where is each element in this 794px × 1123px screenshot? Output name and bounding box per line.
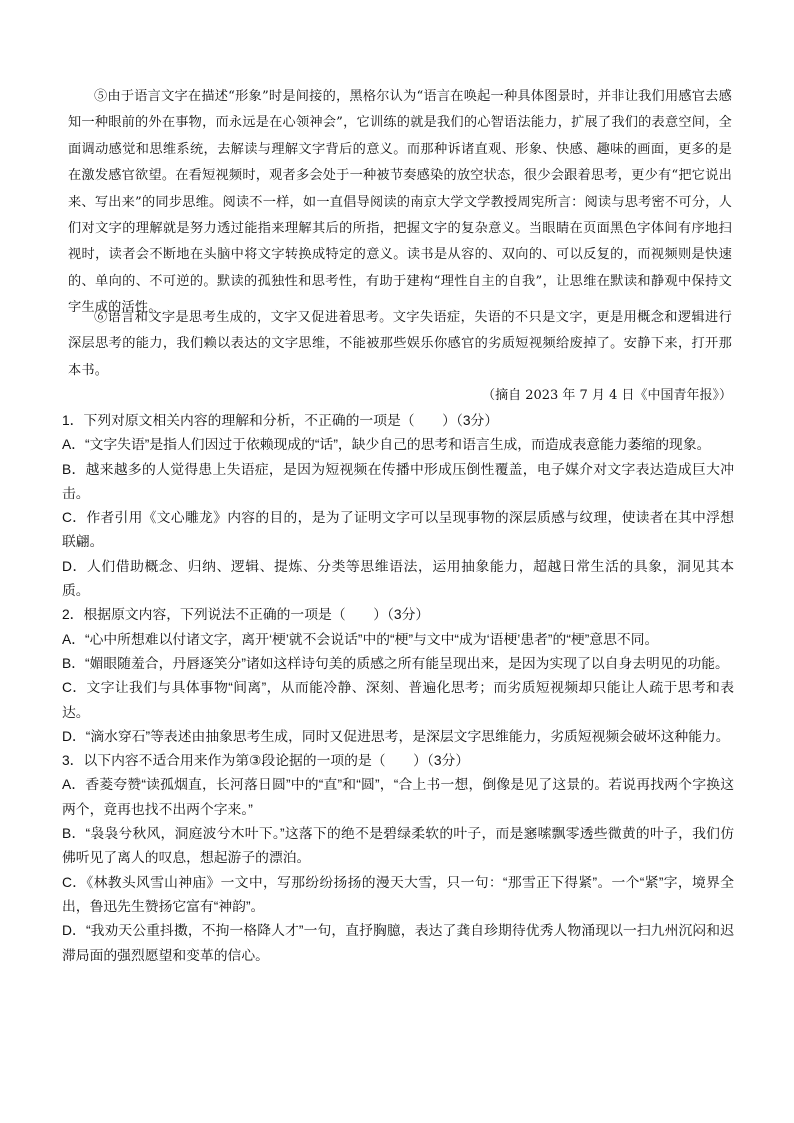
question-1 <box>62 409 734 603</box>
option-d: D．“我劝天公重抖擞，不拘一格降人才”一句，直抒胸臆，表达了龚自珍期待优秀人物涌现以一扫九州沉闷和迟滞局面的强烈愿望和变革的信心。 <box>62 923 734 963</box>
option-c: C．《林教头风雪山神庙》一文中，写那纷纷扬扬的漫天大雪，只一句：“那雪正下得紧”。一个“紧”字，境界全出，鲁迅先生赞扬它富有“神韵”。 <box>62 874 734 914</box>
option-b: B．“媚眼随羞合，丹唇逐笑分”诸如这样诗句美的质感之所有能呈现出来，是因为实现了以自身去明见的功能。 <box>62 655 729 671</box>
passage-paragraph-6: ⑥语言和文字是思考生成的，文字又促进着思考。文字失语症，失语的不只是文字，更是用概念和逻辑进行深层思考的能力，我们赖以表达的文字思维，不能被那些娱乐你感官的劣质短视频给废掉了。安静下来，打开那本书。 <box>68 310 732 378</box>
option-b: B．越来越多的人觉得患上失语症，是因为短视频在传播中形成压倒性覆盖，电子媒介对文字表达造成巨大冲击。 <box>62 461 734 501</box>
option-c: C．文字让我们与具体事物“间离”，从而能冷静、深刻、普遍化思考；而劣质短视频却只能让人疏于思考和表达。 <box>62 680 734 720</box>
option-a: A．“文字失语”是指人们因过于依赖现成的“话”，缺少自己的思考和语言生成，而造成表意能力萎缩的现象。 <box>62 437 711 453</box>
option-d: D．人们借助概念、归纳、逻辑、提炼、分类等思维语法，运用抽象能力，超越日常生活的具象，洞见其本质。 <box>62 558 734 599</box>
question-stem: 2．根据原文内容，下列说法不正确的一项是（ ）（3分） <box>62 607 430 623</box>
option-c: C．作者引用《文心雕龙》内容的目的，是为了证明文字可以呈现事物的深层质感与纹理，使读者在其中浮想联翩。 <box>62 510 734 550</box>
question-stem: 1．下列对原文相关内容的理解和分析，不正确的一项是（ ）（3分） <box>62 413 499 428</box>
question-stem: 3．以下内容不适合用来作为第③段论据的一项的是（ ）（3分） <box>62 753 470 769</box>
question-section <box>62 409 734 968</box>
option-a: A．香菱夸赞“读孤烟直，长河落日圆”中的“直”和“圆”，“合上书一想，倒像是见了这景的。若说再找两个字换这两个，竟再也找不出两个字来。” <box>62 777 734 817</box>
option-d: D．“滴水穿石”等表述由抽象思考生成，同时又促进思考，是深层文字思维能力，劣质短视频会破坏这种能力。 <box>62 728 730 744</box>
question-3 <box>62 749 734 968</box>
passage-paragraph-5: ⑤由于语言文字在描述“形象”时是间接的，黑格尔认为“语言在唤起一种具体图景时，并非让我们用感官去感知一种眼前的外在事物，而永远是在心领神会”，它训练的就是我们的心智语法能力，扩展了我们的表意空间，全面调动感觉和思维系统，去解读与理解文字背后的意义。而那种诉诸直观、形象、快感、趣味的画面，更多的是在激发感官欲望。在看短视频时，观者多会处于一种被节奏感染的放空状态，很少会跟着思考，更少有“把它说出来、写出来”的同步思维。阅读不一样，如一直倡导阅读的南京大学文学教授周宪所言：阅读与思考密不可分，人们对文字的理解就是努力透过能指来理解其后的所指，把握文字的复杂意义。当眼睛在页面黑色字体间有序地扫视时，读者会不断地在头脑中将文字转换成特定的意义。读书是从容的、双向的、可以反复的，而视频则是快速的、单向的、不可逆的。默读的孤独性和思考性，有助于建构“理性自主的自我”，让思维在默读和静观中保持文字生成的活性。 <box>68 89 732 316</box>
option-b: B．“袅袅兮秋风，洞庭波兮木叶下。”这落下的绝不是碧绿柔软的叶子，而是窸嗦飘零透些微黄的叶子，我们仿佛听见了离人的叹息，想起游子的漂泊。 <box>62 826 734 866</box>
passage-source: （摘自 2023 年 7 月 4 日《中国青年报》） <box>482 388 732 403</box>
option-a: A．“心中所想难以付诸文字，离开‘梗’就不会说话”中的“梗”与文中“成为‘语梗’患者”的“梗”意思不同。 <box>62 631 659 647</box>
question-2 <box>62 603 734 749</box>
